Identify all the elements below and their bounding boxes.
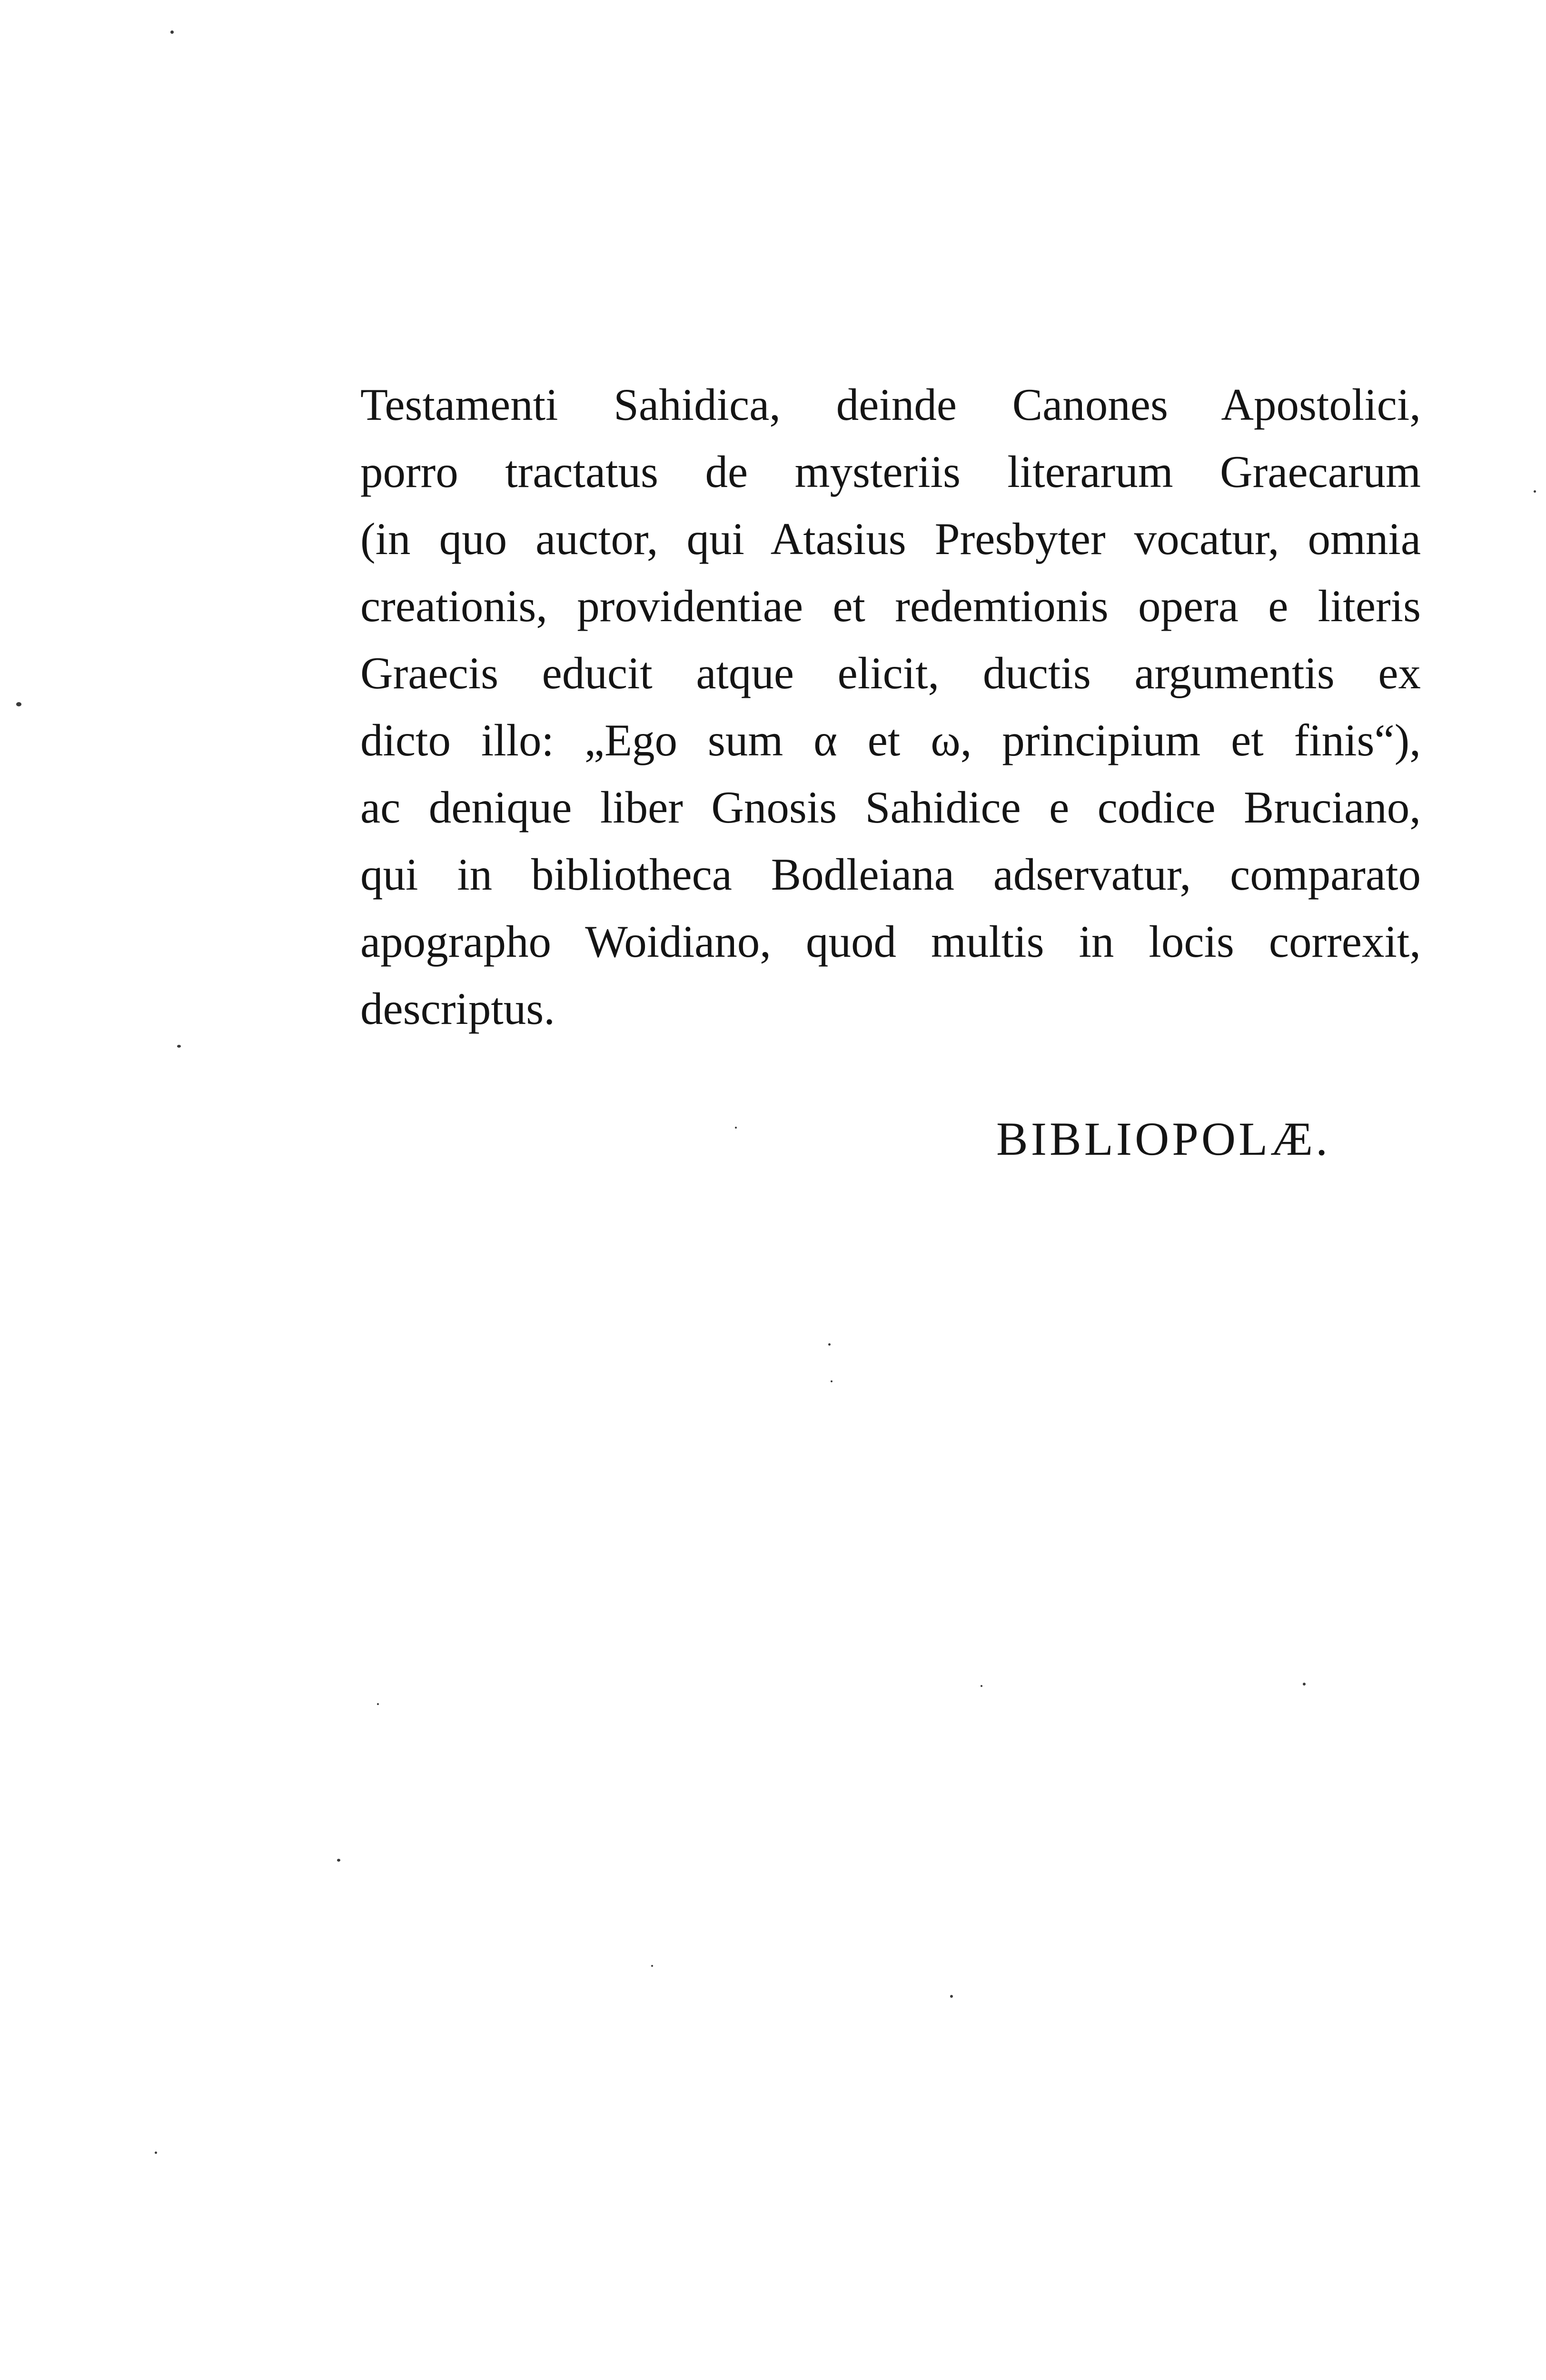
scan-speck xyxy=(16,702,21,706)
scan-speck xyxy=(950,1995,953,1998)
text-line: Graecis educit atque elicit, ductis argumentis ex xyxy=(360,648,1421,698)
scan-speck xyxy=(651,1965,653,1967)
scan-speck xyxy=(981,1685,982,1687)
text-line: creationis, providentiae et redemtionis opera e literis xyxy=(360,581,1421,631)
text-line: dicto illo: „Ego sum α et ω, principium et finis“), xyxy=(360,715,1421,765)
scan-speck xyxy=(735,1127,737,1129)
scan-speck xyxy=(377,1703,379,1705)
text-line: apographo Woidiano, quod multis in locis correxit, xyxy=(360,916,1421,967)
body-paragraph xyxy=(360,371,1421,1042)
scan-speck xyxy=(831,1380,832,1382)
signature-line: BIBLIOPOLÆ. xyxy=(996,1112,1331,1165)
text-line: qui in bibliotheca Bodleiana adservatur, comparato xyxy=(360,849,1421,900)
text-line: porro tractatus de mysteriis literarum Graecarum xyxy=(360,446,1421,497)
scan-speck xyxy=(828,1343,831,1346)
text-line: Testamenti Sahidica, deinde Canones Apostolici, xyxy=(360,379,1421,430)
scan-speck xyxy=(1534,490,1536,493)
text-line: (in quo auctor, qui Atasius Presbyter vocatur, omnia xyxy=(360,514,1421,564)
scan-speck xyxy=(1303,1683,1306,1686)
scan-speck xyxy=(177,1045,181,1048)
scan-speck xyxy=(337,1859,340,1862)
text-line: ac denique liber Gnosis Sahidice e codice Bruciano, xyxy=(360,782,1421,833)
text-line: descriptus. xyxy=(360,983,555,1034)
scan-speck xyxy=(170,30,174,34)
scan-speck xyxy=(155,2152,157,2154)
